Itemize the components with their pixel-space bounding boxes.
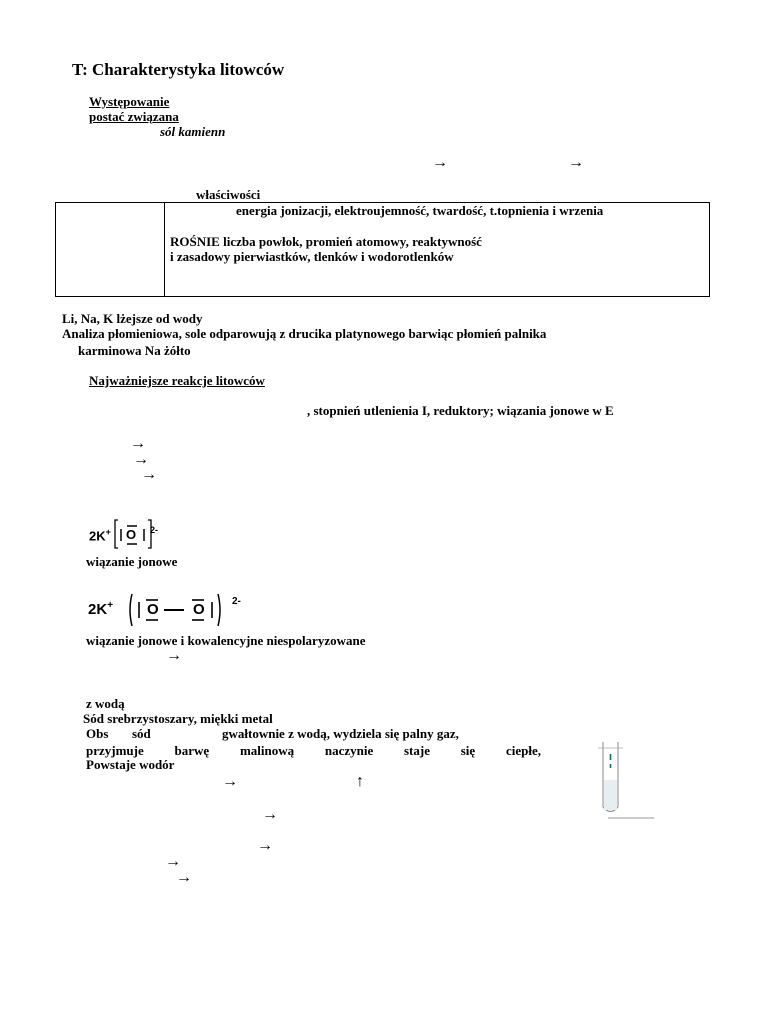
- heading-wystepowanie: Występowanie: [89, 94, 170, 109]
- text-powstaje-wodor: Powstaje wodór: [86, 757, 175, 772]
- arrow-5: →: [141, 466, 157, 483]
- up-arrow: ↑: [356, 773, 364, 790]
- k2o2-cation-text: 2K: [88, 601, 108, 618]
- word-5: staje: [404, 743, 430, 758]
- arrow-3: →: [130, 435, 146, 452]
- heading-postac-zwiazana: postać związana: [89, 109, 179, 124]
- text-obs: Obs: [86, 726, 109, 741]
- word-1: przyjmuje: [86, 743, 144, 758]
- text-stopien-utlenienia: , stopnień utlenienia I, reduktory; wiązania jonowe w E: [307, 403, 614, 418]
- table-row-rosnie: ROŚNIE liczba powłok, promień atomowy, reaktywność: [170, 234, 482, 249]
- k2o-oxygen: O: [126, 527, 137, 542]
- arrow-2: →: [568, 154, 584, 171]
- text-lzejsze: Li, Na, K lżejsze od wody: [62, 311, 203, 326]
- arrow-9: →: [257, 837, 273, 854]
- page-title: T: Charakterystyka litowców: [72, 60, 285, 79]
- k2o2-oxygen-1: O: [147, 601, 159, 618]
- arrow-1: →: [432, 154, 448, 171]
- table-row-zasadowy: i zasadowy pierwiastków, tlenków i wodorotlenków: [170, 249, 454, 264]
- text-obs-gwaltownie: gwałtownie z wodą, wydziela się palny gaz,: [222, 726, 459, 741]
- text-analiza: Analiza płomieniowa, sole odparowują z drucika platynowego barwiąc płomień palnika: [62, 326, 547, 341]
- k2o-plus: +: [105, 527, 111, 537]
- table-row-energia: energia jonizacji, elektroujemność, twardość, t.topnienia i wrzenia: [236, 203, 604, 218]
- word-6: się: [460, 743, 476, 758]
- arrow-7: →: [222, 773, 238, 790]
- label-wiazanie-kowalencyjne: wiązanie jonowe i kowalencyjne niespolaryzowane: [86, 633, 366, 648]
- text-karminowa: karminowa Na żółto: [78, 343, 191, 358]
- arrow-6: →: [166, 647, 182, 664]
- arrow-10: →: [165, 853, 181, 870]
- heading-z-woda: z wodą: [86, 696, 125, 711]
- k2o-cation: [89, 528, 111, 542]
- k2o2-plus: +: [107, 600, 114, 611]
- k2o-cation-text: 2K: [89, 528, 106, 544]
- word-4: naczynie: [324, 743, 374, 758]
- word-3: malinową: [239, 743, 295, 758]
- arrow-8: →: [262, 806, 278, 823]
- k2o2-charge: 2-: [232, 596, 241, 607]
- k2o2-cation: [88, 601, 113, 617]
- word-7: ciepłe,: [505, 743, 541, 758]
- arrow-4: →: [133, 451, 149, 468]
- k2o2-peroxide-bracket: [126, 590, 242, 630]
- table-divider: [164, 203, 165, 296]
- heading-reakcje: Najważniejsze reakcje litowców: [89, 373, 265, 388]
- label-wlasciwosci: właściwości: [196, 187, 261, 202]
- k2o-charge: 2-: [150, 525, 159, 535]
- test-tube-illustration: [598, 742, 658, 822]
- k2o2-oxygen-2: O: [193, 601, 205, 618]
- text-sol-kamienna: sól kamienn: [160, 124, 226, 139]
- word-2: barwę: [174, 743, 210, 758]
- text-obs-sod: sód: [132, 726, 151, 741]
- text-sod-opis: Sód srebrzystoszary, miękki metal: [83, 711, 273, 726]
- label-wiazanie-jonowe: wiązanie jonowe: [86, 554, 178, 569]
- arrow-11: →: [176, 869, 192, 886]
